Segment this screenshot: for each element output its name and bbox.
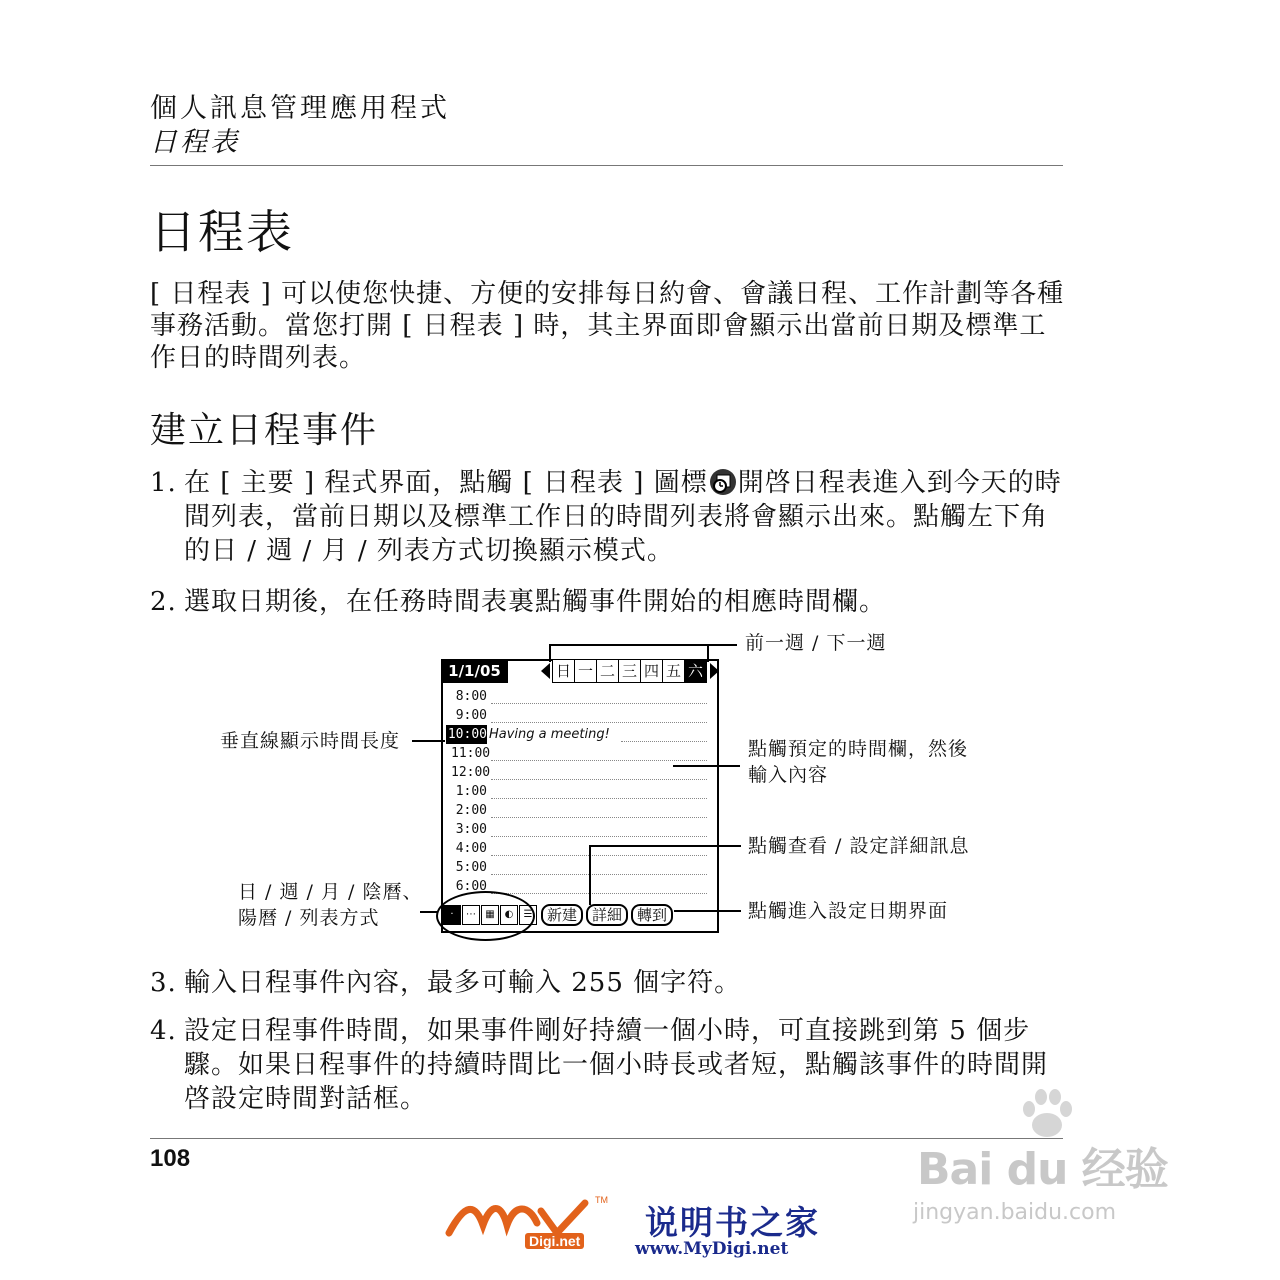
view-mode-highlight: [436, 891, 535, 941]
week-bar: [541, 659, 719, 683]
time-label[interactable]: 10:00: [447, 727, 487, 742]
time-slot[interactable]: [443, 801, 715, 820]
time-label: 5:00: [455, 860, 487, 875]
time-slot[interactable]: [443, 858, 715, 877]
day-sun[interactable]: 日: [552, 659, 575, 683]
watermark-url: jingyan.baidu.com: [913, 1200, 1117, 1225]
day-mon[interactable]: 一: [574, 659, 597, 683]
page-title: 日程表: [150, 205, 294, 259]
chapter-header: 個人訊息管理應用程式: [150, 93, 450, 124]
step-number: 1.: [150, 468, 177, 498]
callout-line: [673, 765, 740, 767]
time-label: 1:00: [455, 784, 487, 799]
callout-line: [707, 644, 709, 662]
callout-goto: 點觸進入設定日期界面: [748, 900, 949, 922]
step-text: 設定日程事件時間，如果事件剛好持續一個小時，可直接跳到第 5 個步驟。如果日程事件的持續時間比一個小時長或者短，點觸該事件的時間開啓設定時間對話框。: [184, 1016, 1049, 1114]
time-slot[interactable]: [443, 687, 715, 706]
callout-line: [589, 845, 591, 905]
step-text-post: 開啓日程表進入到今天的時間列表，當前日期以及標準工作日的時間列表將會顯示出來。點觸左下角的日 / 週 / 月 / 列表方式切換顯示模式。: [184, 468, 1062, 566]
step-3: [150, 966, 1065, 1000]
time-label: 2:00: [455, 803, 487, 818]
callout-line: [709, 644, 737, 646]
watermark-brand: Bai du 经验: [917, 1144, 1168, 1195]
callout-view-modes-2: 陽曆 / 列表方式: [238, 907, 380, 929]
list-view-icon[interactable]: ☰: [519, 905, 537, 925]
step-number: 3.: [150, 968, 177, 998]
time-slot[interactable]: [443, 839, 715, 858]
details-button[interactable]: 詳細: [586, 904, 628, 926]
time-label: 3:00: [455, 822, 487, 837]
time-slot[interactable]: [443, 782, 715, 801]
time-label: 8:00: [455, 689, 487, 704]
day-wed[interactable]: 三: [618, 659, 641, 683]
callout-line: [420, 911, 438, 913]
digi-net-badge: Digi.net: [525, 1233, 584, 1249]
event-text[interactable]: Having a meeting!: [489, 727, 610, 742]
step-text: 輸入日程事件內容，最多可輸入 255 個字符。: [184, 968, 742, 998]
day-tue[interactable]: 二: [596, 659, 619, 683]
day-fri[interactable]: 五: [662, 659, 685, 683]
callout-view-modes-1: 日 / 週 / 月 / 陰曆、: [238, 881, 423, 903]
time-slot[interactable]: [443, 820, 715, 839]
lunar-view-icon[interactable]: ◐: [500, 905, 518, 925]
calendar-app-icon: [708, 467, 738, 497]
goto-button[interactable]: 轉到: [631, 904, 673, 926]
site-url[interactable]: www.MyDigi.net: [635, 1239, 789, 1259]
prev-week-icon[interactable]: [541, 663, 550, 679]
time-label: 6:00: [455, 879, 487, 894]
day-sat[interactable]: 六: [684, 659, 707, 683]
step-number: 4.: [150, 1016, 177, 1046]
date-tab[interactable]: 1/1/05: [441, 659, 508, 683]
new-button[interactable]: 新建: [541, 904, 583, 926]
time-slot[interactable]: [443, 744, 715, 763]
callout-line: [674, 910, 741, 912]
step-number: 2.: [150, 587, 177, 617]
intro-paragraph: [ 日程表 ] 可以使您快捷、方便的安排每日約會、會議日程、工作計劃等各種事務活動。當您打開 [ 日程表 ] 時，其主界面即會顯示出當前日期及標準工作日的時間列表。: [150, 279, 1065, 373]
callout-vertical-line: 垂直線顯示時間長度: [220, 730, 401, 752]
section-header: 日程表: [150, 127, 240, 158]
header-rule: [150, 165, 1063, 166]
callout-line: [549, 644, 709, 646]
trademark: TM: [595, 1195, 608, 1205]
time-label: 11:00: [451, 746, 491, 761]
mydigi-logo: [445, 1193, 835, 1268]
callout-line: [589, 845, 741, 847]
day-view-icon[interactable]: ·: [443, 905, 461, 925]
callout-week-nav: 前一週 / 下一週: [745, 632, 887, 654]
page-number: 108: [150, 1145, 191, 1172]
day-thu[interactable]: 四: [640, 659, 663, 683]
callout-line: [412, 740, 445, 742]
month-view-icon[interactable]: ▦: [481, 905, 499, 925]
time-slot[interactable]: [443, 706, 715, 725]
time-slot-event[interactable]: [443, 725, 715, 744]
callout-tap-slot-2: 輸入內容: [748, 764, 829, 786]
baidu-watermark: [905, 1085, 1205, 1235]
next-week-icon[interactable]: [710, 663, 719, 679]
step-1: [150, 466, 1065, 568]
time-label: 4:00: [455, 841, 487, 856]
week-view-icon[interactable]: ⋯: [462, 905, 480, 925]
site-name: 说明书之家: [645, 1203, 820, 1242]
callout-details: 點觸查看 / 設定詳細訊息: [748, 835, 970, 857]
step-text-pre: 在 [ 主要 ] 程式界面，點觸 [ 日程表 ] 圖標: [184, 468, 708, 498]
subheading: 建立日程事件: [150, 410, 379, 451]
step-2: [150, 585, 1065, 619]
callout-tap-slot-1: 點觸預定的時間欄，然後: [748, 738, 969, 760]
time-label: 9:00: [455, 708, 487, 723]
time-label: 12:00: [451, 765, 491, 780]
step-text: 選取日期後，在任務時間表裏點觸事件開始的相應時間欄。: [184, 587, 887, 617]
callout-line: [549, 644, 551, 662]
